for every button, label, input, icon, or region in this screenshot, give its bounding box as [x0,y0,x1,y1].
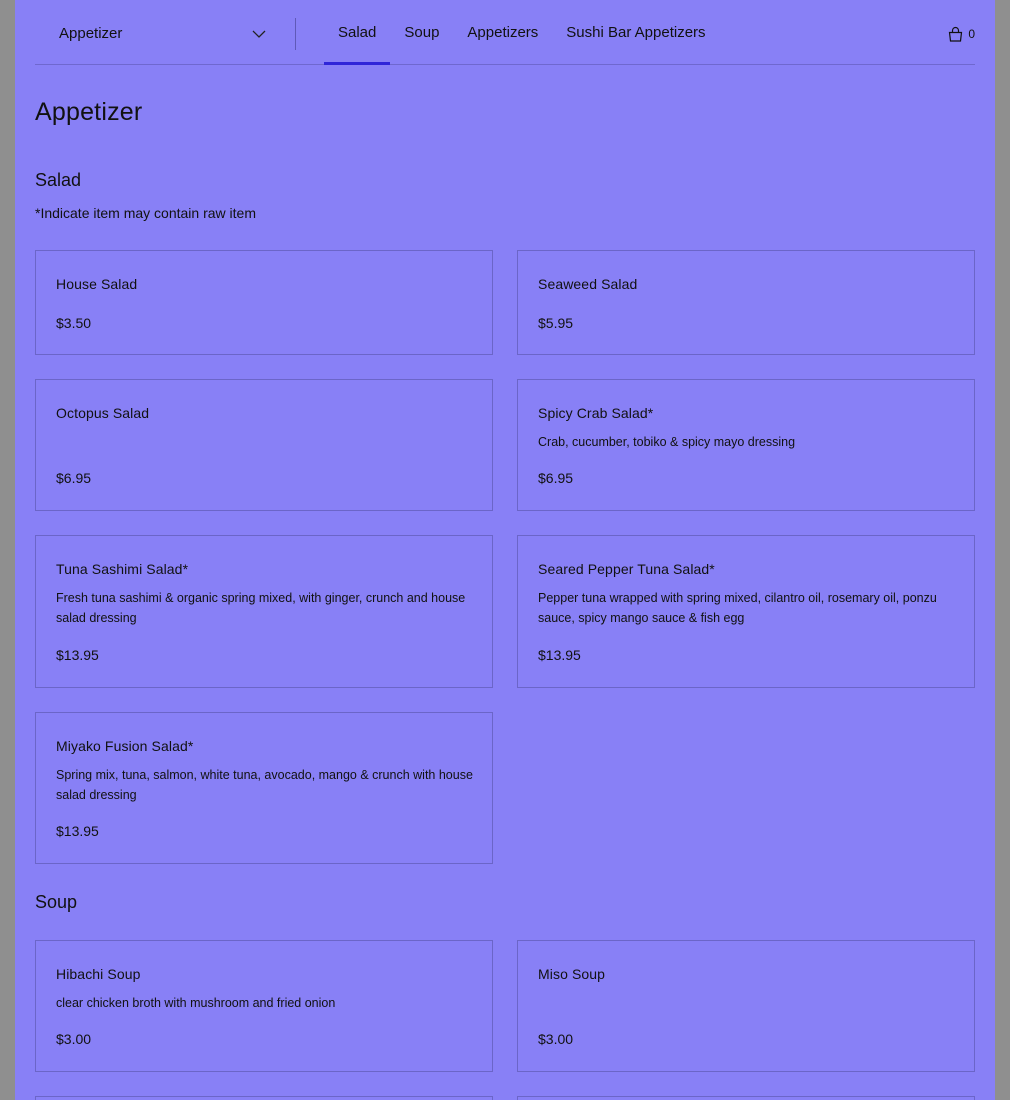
item-description: Pepper tuna wrapped with spring mixed, cilantro oil, rosemary oil, ponzu sauce, spicy mango sauce & fish egg [538,591,937,625]
item-name: Octopus Salad [56,405,150,421]
menu-dropdown-label: Appetizer [59,25,123,42]
item-price: $5.95 [538,315,574,331]
item-name: Spicy Crab Salad* [538,405,654,421]
cart-count: 0 [968,27,975,41]
item-price: $3.00 [56,1031,92,1047]
item-price: $6.95 [538,470,574,486]
item-name: Seared Pepper Tuna Salad* [538,561,715,577]
menu-item-card[interactable] [35,1096,493,1100]
menu-item-card[interactable] [517,1096,975,1100]
tab-sushi-bar-appetizers[interactable]: Sushi Bar Appetizers [566,24,706,41]
menu-item-card[interactable] [35,250,493,355]
item-price: $3.00 [538,1031,574,1047]
shopping-bag-icon [947,26,964,43]
item-name: House Salad [56,276,138,292]
menu-item-card[interactable] [35,940,493,1072]
menu-item-card[interactable] [517,535,975,688]
item-name: Miso Soup [538,966,606,982]
section-tabs [324,0,720,64]
menu-item-card[interactable] [517,379,975,511]
menu-title: Appetizer [35,98,143,126]
tab-salad[interactable]: Salad [324,0,390,64]
menu-item-card[interactable] [35,712,493,864]
menu-item-card[interactable] [35,535,493,688]
menu-page [15,0,995,1100]
item-description: Fresh tuna sashimi & organic spring mixed, with ginger, crunch and house salad dressing [56,591,466,625]
menu-item-card[interactable] [517,940,975,1072]
item-name: Hibachi Soup [56,966,141,982]
menu-navigation-bar [35,0,975,65]
item-name: Tuna Sashimi Salad* [56,561,189,577]
item-description: Spring mix, tuna, salmon, white tuna, avocado, mango & crunch with house salad dressing [56,768,473,802]
nav-divider [295,18,296,50]
item-price: $13.95 [56,823,99,839]
item-description: clear chicken broth with mushroom and fried onion [56,996,336,1010]
cart-button[interactable] [947,24,975,44]
menu-dropdown[interactable] [59,24,267,44]
item-price: $3.50 [56,315,92,331]
item-description: Crab, cucumber, tobiko & spicy mayo dressing [538,435,796,449]
chevron-down-icon [251,26,267,42]
section-title-salad: Salad [35,170,82,190]
item-name: Miyako Fusion Salad* [56,738,194,754]
item-price: $13.95 [56,647,99,663]
raw-item-note: *Indicate item may contain raw item [35,205,256,221]
item-name: Seaweed Salad [538,276,638,292]
item-price: $13.95 [538,647,581,663]
tab-soup[interactable]: Soup [404,24,440,41]
menu-item-card[interactable] [517,250,975,355]
tab-appetizers[interactable]: Appetizers [467,24,539,41]
section-title-soup: Soup [35,892,78,912]
menu-item-card[interactable] [35,379,493,511]
item-price: $6.95 [56,470,92,486]
